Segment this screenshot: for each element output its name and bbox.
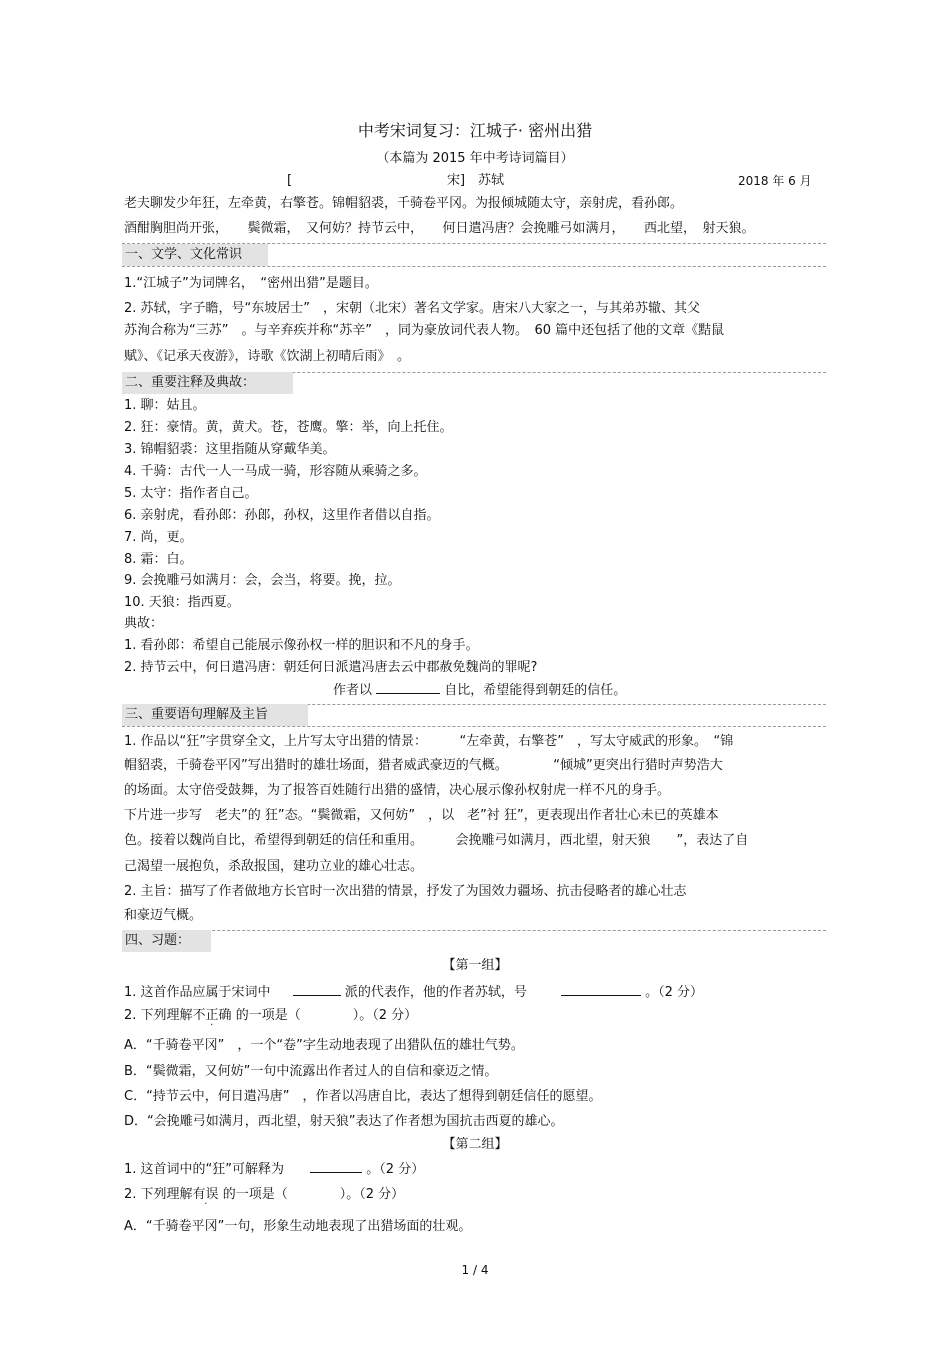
bracket-open: [ — [287, 173, 293, 188]
section1-item-2b: 苏洵合称为“三苏” 。与辛弃疾并称“苏辛” ，同为豪放词代表人物。 60 篇中还包括了他的文章《黠鼠 — [124, 323, 725, 338]
option-b: B．“鬓微霜，又何妨”一句中流露出作者过人的自信和豪迈之情。 — [124, 1064, 498, 1079]
option-c: C．“持节云中，何日遣冯唐” ，作者以冯唐自比，表达了想得到朝廷信任的愿望。 — [124, 1089, 602, 1104]
note-item: 2. 狂：豪情。黄，黄犬。苍，苍鹰。擎：举，向上托住。 — [124, 420, 453, 435]
note-item: 7. 尚，更。 — [124, 530, 193, 545]
g1-q2-text-b: 的一项是（ ）。（2 分） — [235, 1008, 418, 1023]
section3-line: 2. 主旨：描写了作者做地方长官时一次出猎的情景，抒发了为国效力疆场、抗击侵略者的雄心壮志 — [124, 884, 687, 899]
note-item: 3. 锦帽貂裘：这里指随从穿戴华美。 — [124, 442, 336, 457]
option-a: A．“千骑卷平冈”一句，形象生动地表现了出猎场面的壮观。 — [124, 1219, 472, 1234]
allusion-note-before: 作者以 — [333, 683, 373, 698]
note-item: 5. 太守：指作者自己。 — [124, 486, 258, 501]
note-item: 10. 天狼：指西夏。 — [124, 595, 240, 610]
g1-q1-text-a: 1. 这首作品应属于宋词中 — [124, 985, 271, 1000]
answer-blank[interactable] — [376, 681, 440, 694]
option-d: D．“会挽雕弓如满月，西北望，射天狼”表达了作者想为国抗击西夏的雄心。 — [124, 1114, 564, 1129]
page-number: 1 / 4 — [461, 1263, 489, 1277]
allusion-note-after: 自比，希望能得到朝廷的信任。 — [444, 683, 627, 698]
g2-q1-text-b: 。（2 分） — [366, 1162, 425, 1177]
section3-line: 1. 作品以“狂”字贯穿全文，上片写太守出猎的情景： “左牵黄，右擎苍” ，写太守威武的形象。 “锦 — [124, 734, 734, 749]
allusion-item: 2. 持节云中，何日遣冯唐：朝廷何日派遣冯唐去云中郡赦免魏尚的罪呢? — [124, 660, 538, 675]
section-heading-2: 二、重要注释及典故： — [122, 372, 293, 394]
poem-line-2: 酒酣胸胆尚开张， 鬓微霜， 又何妨？持节云中， 何日遣冯唐？会挽雕弓如满月， 西北望， 射天狼。 — [124, 221, 755, 236]
answer-blank[interactable] — [310, 1160, 362, 1173]
g2-question-2 — [124, 1186, 404, 1204]
g1-q1-text-c: 。（2 分） — [645, 985, 704, 1000]
page-title: 中考宋词复习：江城子· 密州出猎 — [357, 121, 593, 140]
g2-q2-text-b: 的一项是（ ）。（2 分） — [222, 1187, 405, 1202]
section-heading-4: 四、习题： — [122, 930, 211, 952]
section1-item-2c: 赋》、《记承天夜游》，诗歌《饮湖上初晴后雨》 。 — [124, 349, 411, 364]
date: 2018 年 6 月 — [738, 174, 812, 188]
g2-q2-text-a: 2. 下列理解 — [124, 1187, 193, 1202]
allusion-note — [333, 681, 626, 700]
section-heading-3: 三、重要语句理解及主旨 — [122, 704, 308, 726]
section-divider — [122, 930, 826, 931]
allusion-item: 1. 看孙郎：希望自己能展示像孙权一样的胆识和不凡的身手。 — [124, 638, 479, 653]
note-item: 1. 聊：姑且。 — [124, 398, 206, 413]
section1-item-2a: 2. 苏轼，字子瞻，号“东坡居士” ，宋朝（北宋）著名文学家。唐宋八大家之一，与其弟苏辙、其父 — [124, 301, 701, 316]
section3-line: 己渴望一展抱负，杀敌报国，建功立业的雄心壮志。 — [124, 859, 424, 874]
section1-item-1: 1.“江城子”为词牌名， “密州出猎”是题目。 — [124, 276, 378, 291]
g1-question-2 — [124, 1007, 417, 1025]
g1-q2-text-a: 2. 下列理解 — [124, 1008, 193, 1023]
section3-line: 和豪迈气概。 — [124, 908, 203, 923]
g2-q1-text-a: 1. 这首词中的“狂”可解释为 — [124, 1162, 285, 1177]
allusion-label: 典故： — [124, 616, 164, 631]
note-item: 6. 亲射虎，看孙郎：孙郎，孙权，这里作者借以自指。 — [124, 508, 440, 523]
group-2-title: 【第二组】 — [442, 1137, 508, 1152]
section-heading-1: 一、文学、文化常识 — [122, 244, 268, 266]
section-divider — [122, 266, 826, 267]
g1-q1-text-b: 派的代表作，他的作者苏轼，号 — [344, 985, 527, 1000]
note-item: 4. 千骑：古代一人一马成一骑，形容随从乘骑之多。 — [124, 464, 427, 479]
section3-line: 下片进一步写 老夫”的 狂”态。“鬓微霜，又何妨” ，以 老”衬 狂”，更表现出作者壮心未已的英雄本 — [124, 808, 719, 823]
section-divider — [122, 726, 826, 727]
poem-line-1: 老夫聊发少年狂，左牵黄，右擎苍。锦帽貂裘，千骑卷平冈。为报倾城随太守，亲射虎，看孙郎。 — [124, 196, 684, 211]
answer-blank[interactable] — [293, 983, 341, 996]
group-1-title: 【第一组】 — [442, 958, 508, 973]
section3-line: 的场面。太守倍受鼓舞，为了报答百姓随行出猎的盛情，决心展示像孙权射虎一样不凡的身手。 — [124, 783, 671, 798]
dynasty: 宋] — [447, 173, 466, 188]
answer-blank[interactable] — [561, 983, 641, 996]
section3-line: 色。接着以魏尚自比，希望得到朝廷的信任和重用。 会挽雕弓如满月，西北望，射天狼 ”，表达了自 — [124, 833, 749, 848]
option-a: A．“千骑卷平冈” ，一个“卷”字生动地表现了出猎队伍的雄壮气势。 — [124, 1038, 524, 1053]
section3-line: 帽貂裘，千骑卷平冈”写出猎时的雄壮场面，猎者威武豪迈的气概。 “倾城”更突出行猎时声势浩大 — [124, 758, 723, 773]
g2-question-1 — [124, 1160, 424, 1179]
note-item: 9. 会挽雕弓如满月：会，会当，将要。挽，拉。 — [124, 573, 401, 588]
page-subtitle: （本篇为 2015 年中考诗词篇目） — [376, 151, 574, 166]
author: 苏轼 — [478, 173, 505, 188]
note-item: 8. 霜：白。 — [124, 552, 193, 567]
g1-question-1 — [124, 983, 703, 1002]
emphasis-text: 不正确 — [192, 1008, 232, 1023]
emphasis-text: 有误 — [192, 1187, 219, 1202]
